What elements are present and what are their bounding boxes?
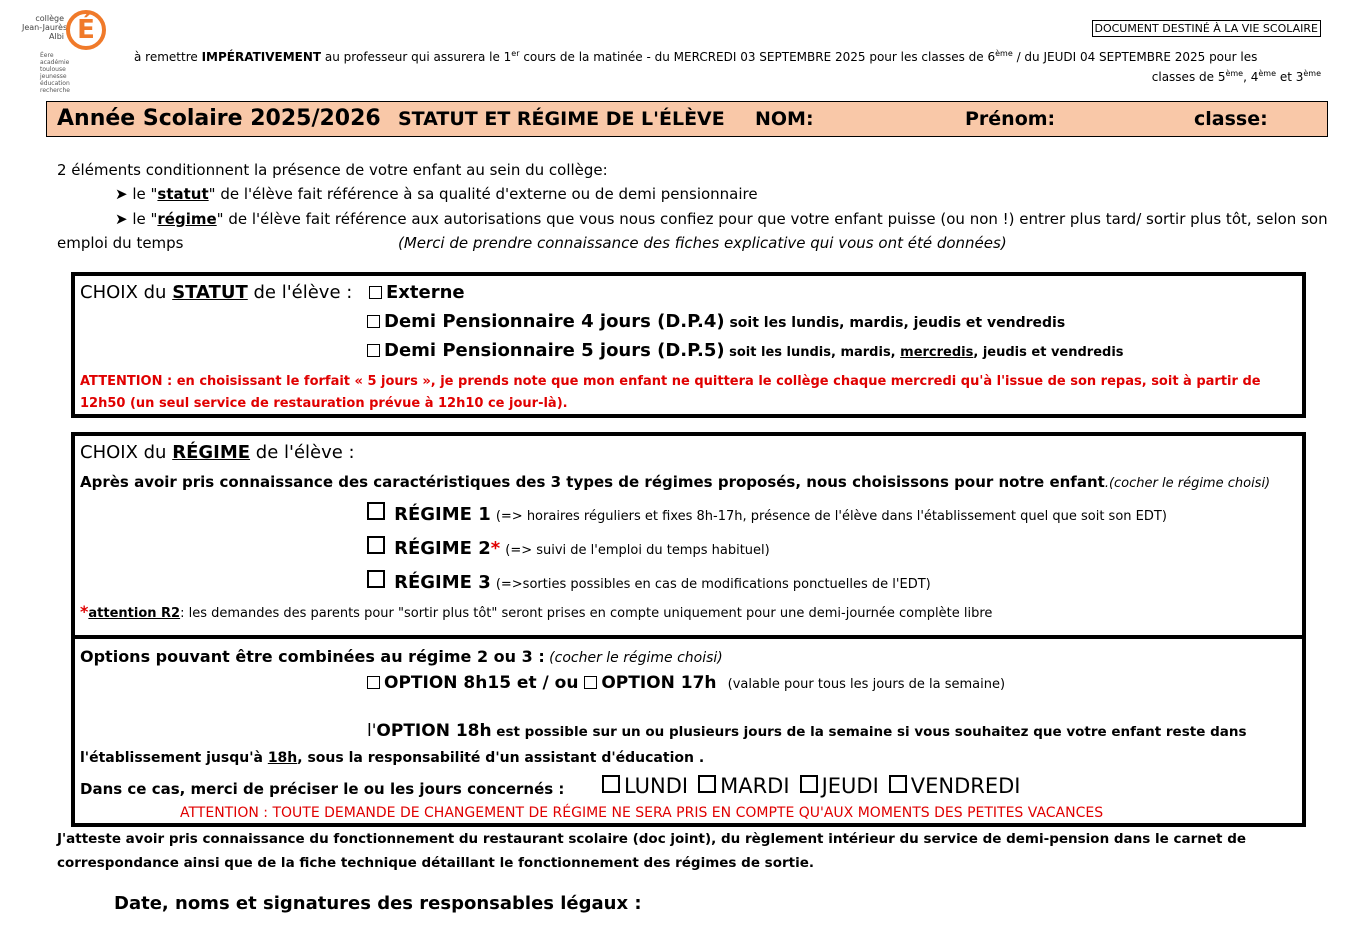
college-logo bbox=[22, 8, 102, 94]
day-checkbox[interactable] bbox=[602, 775, 620, 793]
dp4-option[interactable]: Demi Pensionnaire 4 jours (D.P.4) soit les lundis, mardis, jeudis et vendredis bbox=[367, 311, 1065, 332]
atteste-line1: J'atteste avoir pris connaissance du fonctionnement du restaurant scolaire (doc joint), du règlement intérieur du service de demi-pension dans le carnet de bbox=[57, 831, 1247, 847]
regime2-note: *attention R2: les demandes des parents pour "sortir plus tôt" seront prises en compte uniquement pour une demi-journée complète libre bbox=[80, 602, 993, 621]
logo-small-line: recherche bbox=[40, 87, 70, 94]
statut-box bbox=[71, 272, 1306, 418]
regime-intro: Après avoir pris connaissance des caractéristiques des 3 types de régimes proposés, nous choisissons pour notre enfant.(cocher le régime choisi) bbox=[80, 473, 1271, 491]
remettre-line1: à remettre IMPÉRATIVEMENT au professeur qui assurera le 1er cours de la matinée - du MERCREDI 03 SEPTEMBRE 2025 pour les classes de 6ème / du JEUDI 04 SEPTEMBRE 2025 pour les bbox=[134, 49, 1258, 64]
classe-label: classe: bbox=[1194, 108, 1268, 130]
day-label: MARDI bbox=[720, 774, 790, 798]
logo-text: collège Jean-Jaurès Albi bbox=[22, 14, 68, 41]
school-year: Année Scolaire 2025/2026 bbox=[57, 106, 381, 131]
destination-label: DOCUMENT DESTINÉ À LA VIE SCOLAIRE bbox=[1092, 20, 1322, 37]
day-label: LUNDI bbox=[624, 774, 689, 798]
day-label: VENDREDI bbox=[910, 774, 1021, 798]
prenom-label: Prénom: bbox=[965, 108, 1056, 130]
option-8h15-checkbox[interactable] bbox=[367, 676, 380, 689]
intro-line4: emploi du temps bbox=[57, 234, 184, 252]
day-option-mardi[interactable] bbox=[698, 774, 789, 798]
day-option-vendredi[interactable] bbox=[889, 774, 1021, 798]
externe-option[interactable]: Externe bbox=[369, 282, 465, 303]
logo-small-line: Éere bbox=[40, 52, 54, 59]
statut-title: CHOIX du STATUT de l'élève : bbox=[80, 282, 353, 303]
regime2-option[interactable]: RÉGIME 2* (=> suivi de l'emploi du temps habituel) bbox=[367, 536, 770, 559]
intro-note: (Merci de prendre connaissance des fiches explicative qui vous ont été données) bbox=[398, 234, 1007, 252]
intro-regime: ➤ le "régime" de l'élève fait référence aux autorisations que vous nous confiez pour que votre enfant puisse (ou non !) entrer plus tard/ sortir plus tôt, selon son bbox=[115, 210, 1328, 228]
regime-box bbox=[71, 432, 1306, 639]
logo-small-line: académie bbox=[40, 59, 70, 66]
dp4-checkbox[interactable] bbox=[367, 315, 380, 328]
signature-label: Date, noms et signatures des responsables légaux : bbox=[114, 893, 642, 914]
logo-small-line: jeunesse bbox=[40, 73, 67, 80]
day-label: JEUDI bbox=[821, 774, 879, 798]
form-title: STATUT ET RÉGIME DE L'ÉLÈVE bbox=[398, 108, 725, 130]
day-checkbox[interactable] bbox=[800, 775, 818, 793]
regime-title: CHOIX du RÉGIME de l'élève : bbox=[80, 442, 355, 463]
logo-small-line: toulouse bbox=[40, 66, 66, 73]
days-row bbox=[602, 774, 1031, 798]
dp5-option[interactable]: Demi Pensionnaire 5 jours (D.P.5) soit les lundis, mardis, mercredis, jeudis et vendredis bbox=[367, 340, 1124, 361]
day-option-jeudi[interactable] bbox=[800, 774, 879, 798]
option-18h-line2: l'établissement jusqu'à 18h, sous la responsabilité d'un assistant d'éducation . bbox=[80, 750, 705, 766]
options-title: Options pouvant être combinées au régime 2 ou 3 : (cocher le régime choisi) bbox=[80, 647, 723, 666]
intro-line1: 2 éléments conditionnent la présence de votre enfant au sein du collège: bbox=[57, 161, 608, 179]
title-band bbox=[46, 101, 1328, 137]
statut-attention-line2: 12h50 (un seul service de restauration prévue à 12h10 ce jour-là). bbox=[80, 396, 568, 411]
options-box bbox=[71, 635, 1306, 827]
regime1-option[interactable]: RÉGIME 1 (=> horaires réguliers et fixes 8h-17h, présence de l'élève dans l'établissement quel que soit son EDT) bbox=[367, 502, 1167, 525]
logo-small-text bbox=[40, 52, 70, 94]
day-option-lundi[interactable] bbox=[602, 774, 688, 798]
atteste-line2: correspondance ainsi que de la fiche technique détaillant le fonctionnement des régimes de sortie. bbox=[57, 855, 815, 871]
option-18h-line1: l'OPTION 18h est possible sur un ou plusieurs jours de la semaine si vous souhaitez que votre enfant reste dans bbox=[367, 721, 1247, 741]
option-17h-checkbox[interactable] bbox=[584, 676, 597, 689]
logo-letter: É bbox=[66, 10, 106, 50]
statut-attention-line1: ATTENTION : en choisissant le forfait « 5 jours », je prends note que mon enfant ne quittera le collège chaque mercredi qu'à l'issue de son repas, soit à partir de bbox=[80, 374, 1261, 389]
intro-statut: ➤ le "statut" de l'élève fait référence à sa qualité d'externe ou de demi pensionnaire bbox=[115, 185, 758, 203]
day-checkbox[interactable] bbox=[889, 775, 907, 793]
regime3-option[interactable]: RÉGIME 3 (=>sorties possibles en cas de modifications ponctuelles de l'EDT) bbox=[367, 570, 931, 593]
options-attention: ATTENTION : TOUTE DEMANDE DE CHANGEMENT DE RÉGIME NE SERA PRIS EN COMPTE QU'AUX MOMENTS DES PETITES VACANCES bbox=[180, 805, 1104, 821]
days-label: Dans ce cas, merci de préciser le ou les jours concernés : bbox=[80, 780, 565, 798]
regime1-checkbox[interactable] bbox=[367, 502, 385, 520]
externe-checkbox[interactable] bbox=[369, 286, 382, 299]
regime3-checkbox[interactable] bbox=[367, 570, 385, 588]
logo-small-line: éducation bbox=[40, 80, 70, 87]
dp5-checkbox[interactable] bbox=[367, 344, 380, 357]
remettre-line2: classes de 5ème, 4ème et 3ème bbox=[1151, 69, 1321, 84]
nom-label: NOM: bbox=[755, 108, 814, 130]
options-8h15-17h[interactable]: OPTION 8h15 et / ou OPTION 17h (valable pour tous les jours de la semaine) bbox=[367, 673, 1005, 693]
day-checkbox[interactable] bbox=[698, 775, 716, 793]
regime2-checkbox[interactable] bbox=[367, 536, 385, 554]
